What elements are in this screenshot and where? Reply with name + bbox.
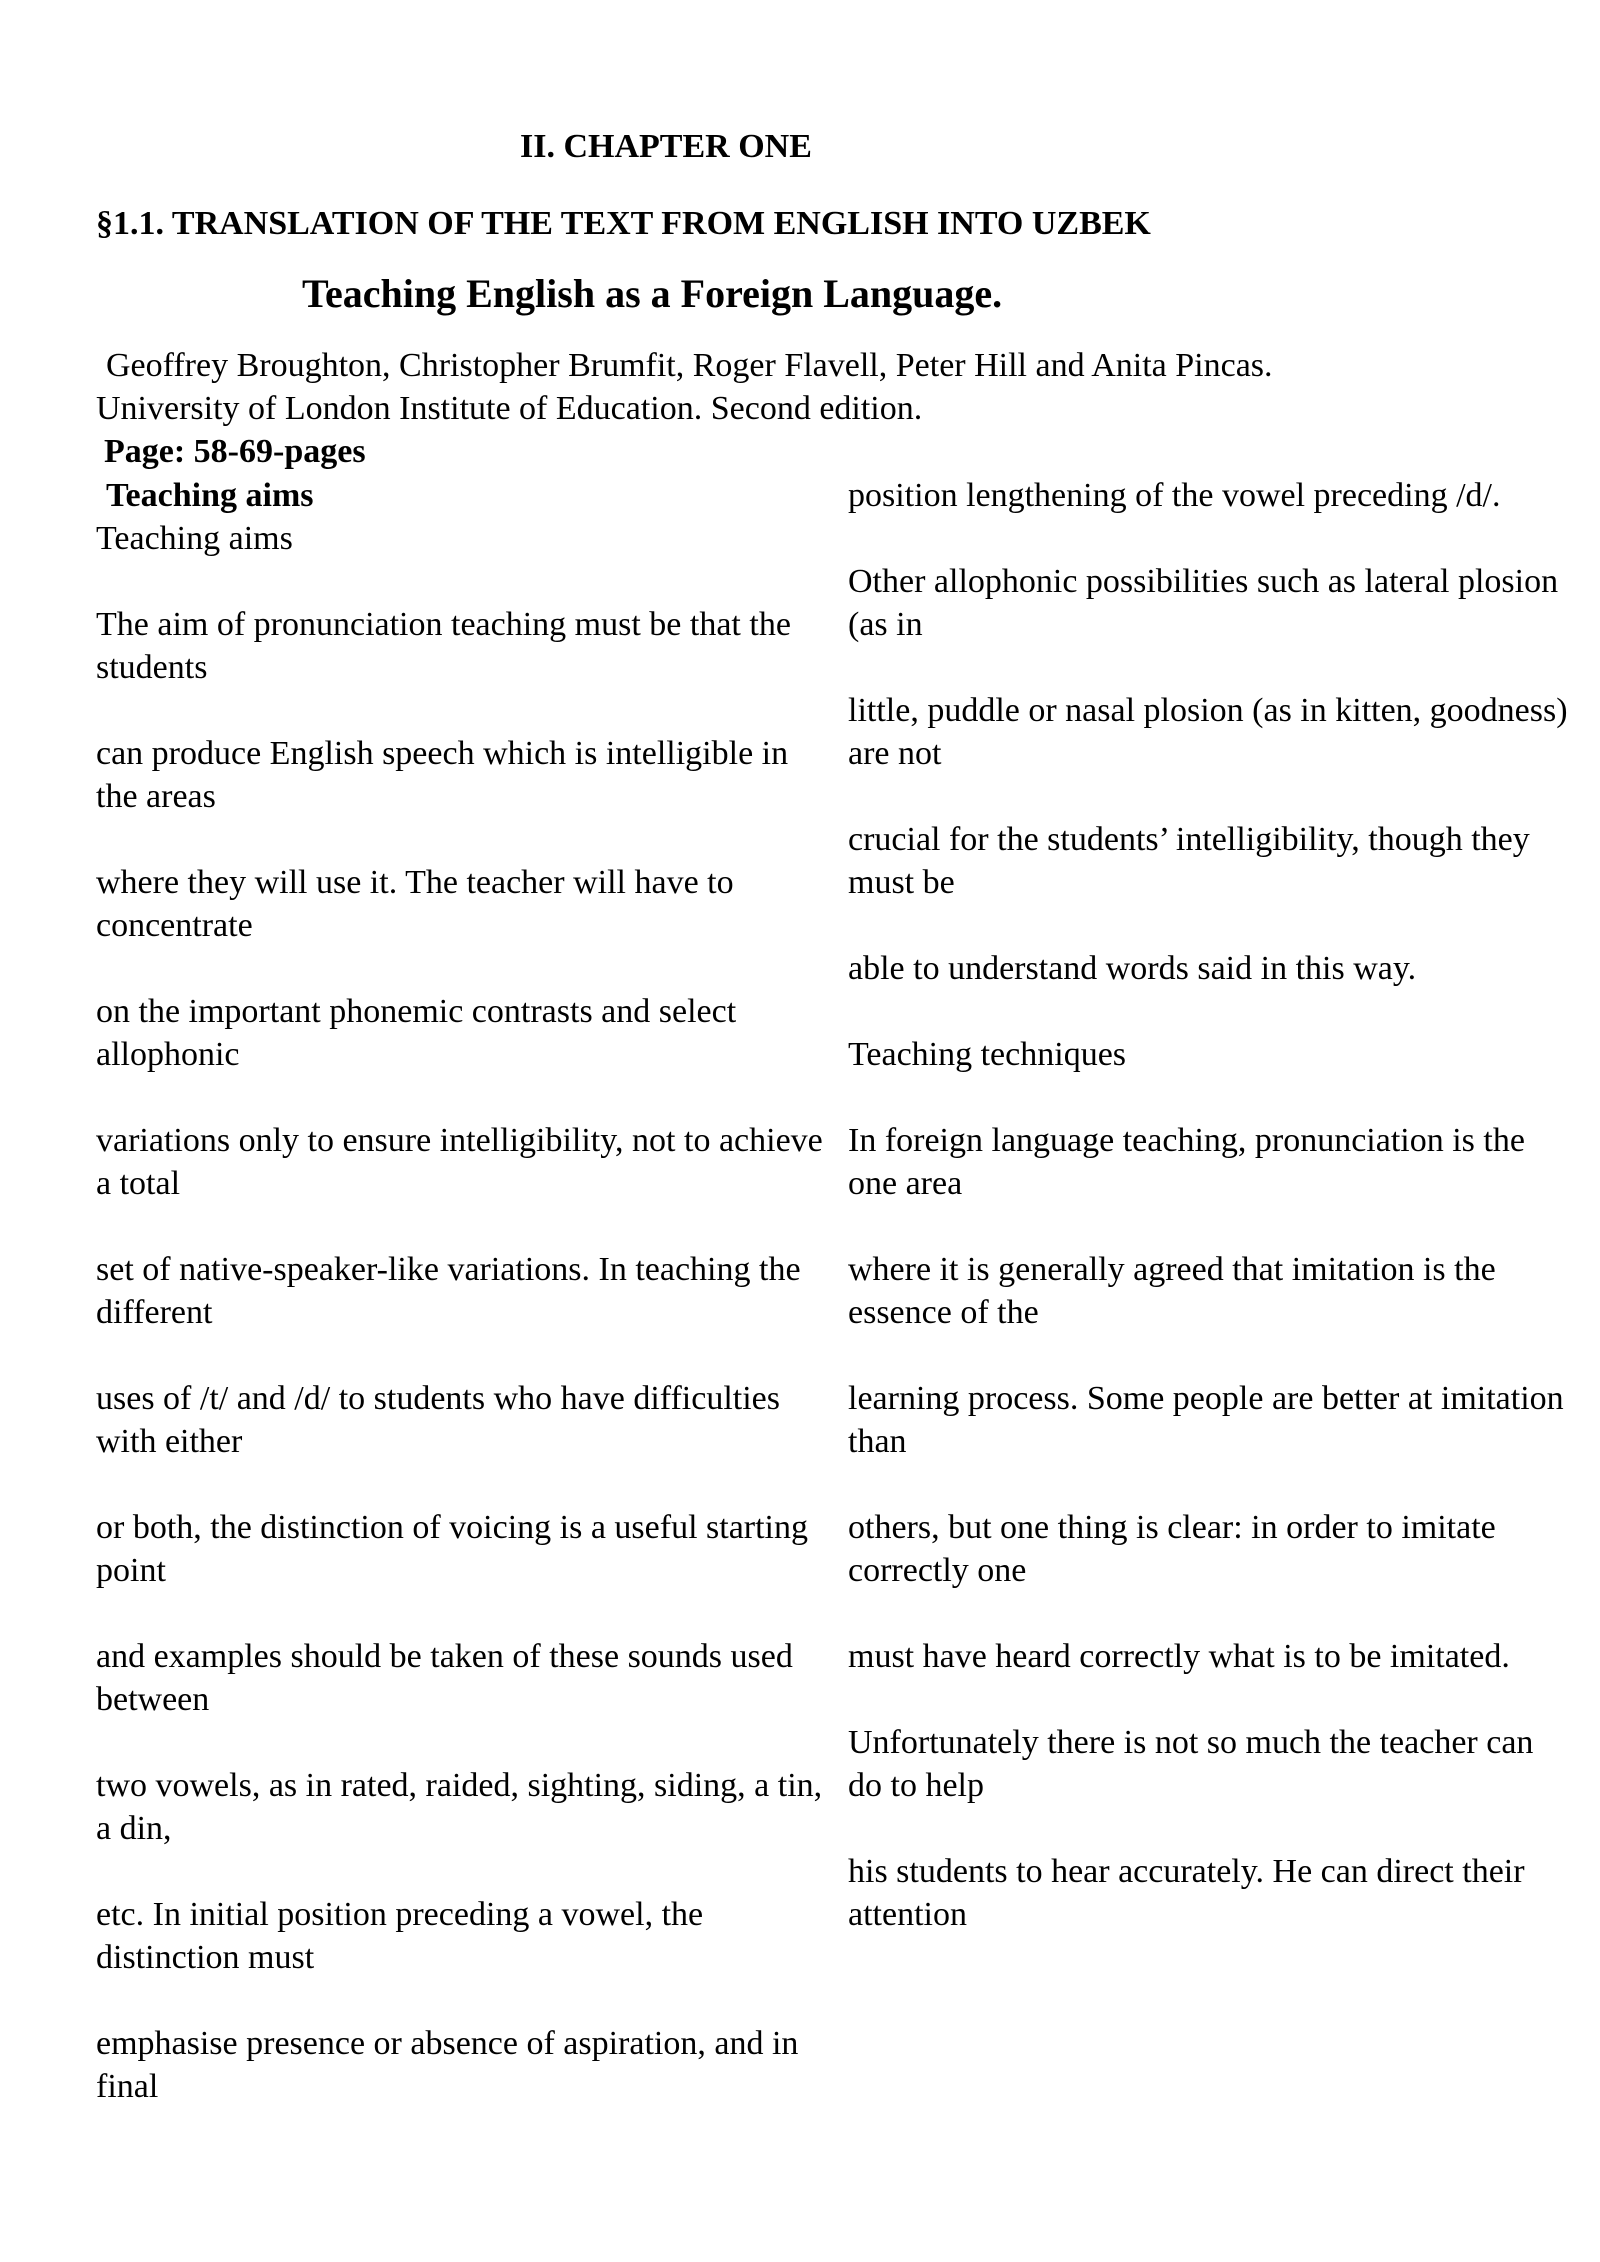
paragraph: must have heard correctly what is to be imitated. <box>848 1638 1510 1675</box>
right-column <box>848 474 1568 1979</box>
source-info <box>96 344 1273 473</box>
paragraph: position lengthening of the vowel preceding /d/. <box>848 477 1501 514</box>
paragraph: two vowels, as in rated, raided, sighting, siding, a tin, a din, <box>96 1767 823 1847</box>
pages-line: Page: 58-69-pages <box>104 433 366 470</box>
paragraph: The aim of pronunciation teaching must be that the students <box>96 606 791 686</box>
paragraph: emphasise presence or absence of aspiration, and in final <box>96 2025 799 2105</box>
paragraph: others, but one thing is clear: in order to imitate correctly one <box>848 1509 1496 1589</box>
paragraph: can produce English speech which is intelligible in the areas <box>96 735 789 815</box>
paragraph: Unfortunately there is not so much the teacher can do to help <box>848 1724 1534 1804</box>
authors-line: Geoffrey Broughton, Christopher Brumfit, Roger Flavell, Peter Hill and Anita Pincas. <box>106 347 1273 384</box>
paragraph: uses of /t/ and /d/ to students who have difficulties with either <box>96 1380 781 1460</box>
chapter-heading: II. CHAPTER ONE <box>520 128 812 165</box>
section-heading: §1.1. TRANSLATION OF THE TEXT FROM ENGLISH INTO UZBEK <box>96 205 1151 242</box>
paragraph: In foreign language teaching, pronunciation is the one area <box>848 1122 1525 1202</box>
paragraph: crucial for the students’ intelligibility, though they must be <box>848 821 1530 901</box>
paragraph: where it is generally agreed that imitation is the essence of the <box>848 1251 1496 1331</box>
paragraph: where they will use it. The teacher will have to concentrate <box>96 864 734 944</box>
paragraph: Other allophonic possibilities such as lateral plosion (as in <box>848 563 1559 643</box>
paragraph: able to understand words said in this way. <box>848 950 1417 987</box>
paragraph: his students to hear accurately. He can direct their attention <box>848 1853 1525 1933</box>
paragraph: learning process. Some people are better at imitation than <box>848 1380 1564 1460</box>
paragraph: little, puddle or nasal plosion (as in kitten, goodness) are not <box>848 692 1568 772</box>
paragraph: variations only to ensure intelligibility, not to achieve a total <box>96 1122 823 1202</box>
book-title: Teaching English as a Foreign Language. <box>302 271 1003 316</box>
paragraph: on the important phonemic contrasts and select allophonic <box>96 993 737 1073</box>
paragraph: set of native-speaker-like variations. In teaching the different <box>96 1251 801 1331</box>
paragraph: Teaching aims <box>96 520 293 557</box>
institution-line: University of London Institute of Education. Second edition. <box>96 390 923 427</box>
teaching-techniques-heading: Teaching techniques <box>848 1036 1127 1073</box>
paragraph: etc. In initial position preceding a vowel, the distinction must <box>96 1896 704 1976</box>
teaching-aims-heading: Teaching aims <box>106 477 314 514</box>
paragraph: and examples should be taken of these sounds used between <box>96 1638 793 1718</box>
paragraph: or both, the distinction of voicing is a useful starting point <box>96 1509 809 1589</box>
left-column <box>96 474 826 2151</box>
